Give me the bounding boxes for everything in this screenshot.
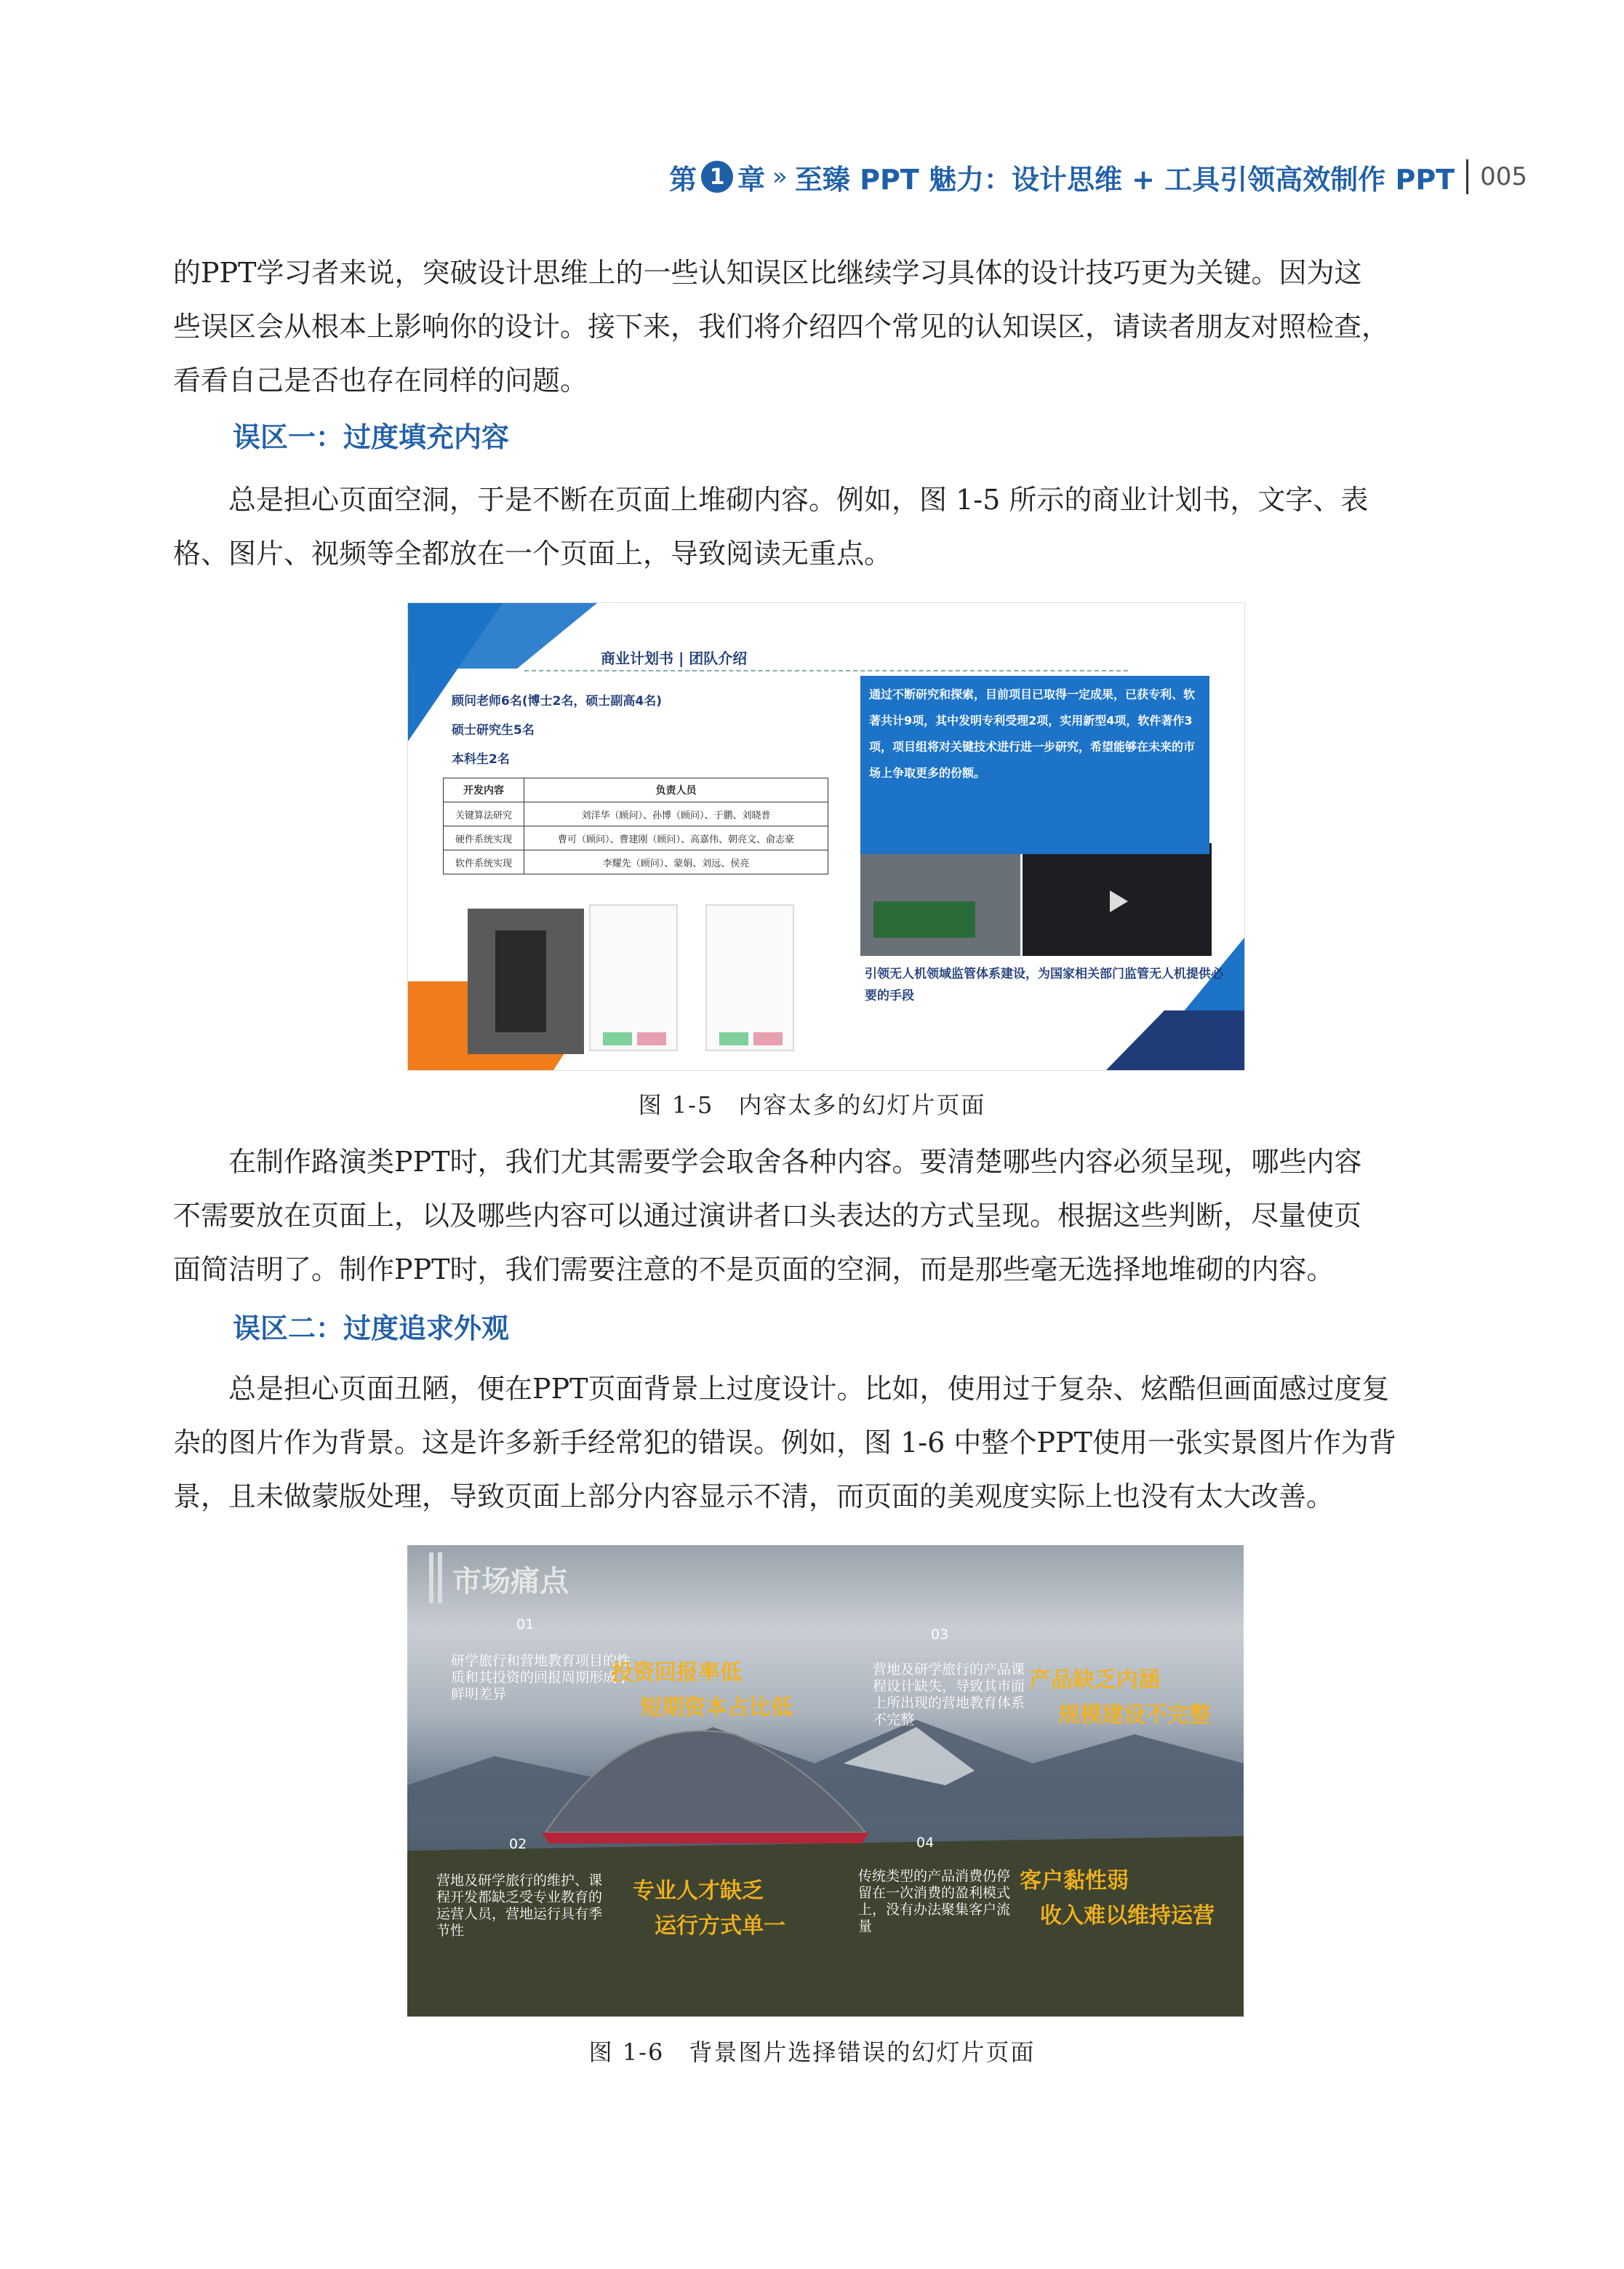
table-cell: 刘洋华（顾问）、孙博（顾问）、于鹏、刘晓普 xyxy=(524,802,828,826)
slide2-title: 市场痛点 xyxy=(452,1565,569,1598)
blue-corner-shape xyxy=(1106,1010,1244,1070)
item-number: 02 xyxy=(509,1836,527,1852)
section2-paragraph xyxy=(173,1362,1482,1523)
table-row xyxy=(444,850,828,874)
title-bar-icon xyxy=(438,1552,442,1603)
header-divider xyxy=(1466,159,1468,194)
chapter-suffix: 章 xyxy=(737,163,766,196)
tent-base xyxy=(542,1833,869,1843)
text-line: 格、图片、视频等全都放在一个页面上，导致阅读无重点。 xyxy=(173,538,892,570)
text-line: 在制作路演类PPT时，我们尤其需要学会取舍各种内容。要清楚哪些内容必须呈现，哪些内容 xyxy=(228,1146,1362,1178)
item-headline: 短期资本占比低 xyxy=(640,1695,793,1720)
blue-corner-shape xyxy=(408,603,597,669)
item-number: 04 xyxy=(916,1835,935,1851)
title-divider xyxy=(524,670,1128,671)
slide1-footer-text: 引领无人机领域监管体系建设，为国家相关部门监管无人机提供必要的手段 xyxy=(865,967,1223,1003)
item-number: 03 xyxy=(931,1627,949,1643)
paragraph-2 xyxy=(173,1135,1482,1296)
item-headline: 投资回报率低 xyxy=(611,1660,742,1686)
section1-paragraph xyxy=(173,473,1482,581)
text-line: 些误区会从根本上影响你的设计。接下来，我们将介绍四个常见的认知误区，请读者朋友对照检查， xyxy=(173,311,1390,343)
text-line: 看看自己是否也存在同样的问题。 xyxy=(173,364,588,396)
text-line: 杂的图片作为背景。这是许多新手经常犯的错误。例如，图 1-6 中整个PPT使用一张实景图片作为背 xyxy=(173,1427,1396,1459)
section-heading-2: 误区二：过度追求外观 xyxy=(233,1312,510,1344)
text-line: 不需要放在页面上，以及哪些内容可以通过演讲者口头表达的方式呈现。根据这些判断，尽量使页 xyxy=(173,1200,1362,1232)
item-headline: 规模建设不完整 xyxy=(1058,1702,1211,1728)
team-line: 顾问老师6名(博士2名，硕士副高4名) xyxy=(452,694,663,709)
table-header: 负责人员 xyxy=(524,778,828,802)
figure-caption-1-6: 图 1-6 背景图片选择错误的幻灯片页面 xyxy=(588,2038,1036,2066)
figure-1-5-slide xyxy=(407,602,1245,1071)
team-line: 硕士研究生5名 xyxy=(452,723,535,738)
certificate-image xyxy=(590,905,677,1050)
table-header: 开发内容 xyxy=(444,778,524,802)
item-headline: 客户黏性弱 xyxy=(1020,1868,1129,1894)
item-headline: 运行方式单一 xyxy=(655,1913,785,1939)
section-heading-1: 误区一：过度填充内容 xyxy=(233,421,510,453)
certificate-image xyxy=(706,905,793,1050)
text-line: 景，且未做蒙版处理，导致页面上部分内容显示不清，而页面的美观度实际上也没有太大改善。 xyxy=(173,1480,1335,1512)
figure-caption-1-5: 图 1-5 内容太多的幻灯片页面 xyxy=(638,1091,986,1119)
chapter-number-badge: 1 xyxy=(701,161,733,193)
text-line: 面简洁明了。制作PPT时，我们需要注意的不是页面的空洞，而是那些毫无选择地堆砌的内容。 xyxy=(173,1253,1335,1285)
item-description: 传统类型的产品消费仍停留在一次消费的盈利模式上，没有办法聚集客户流量 xyxy=(858,1868,1011,1934)
achievement-box: 通过不断研究和探索，目前项目已取得一定成果，已获专利、软著共计9项，其中发明专利受理2项，实用新型4项，软件著作3项，项目组将对关键技术进行进一步研究，希望能够在未来的市场上争取更多的份额。 xyxy=(860,676,1209,854)
chevron-right-icon: » xyxy=(772,162,788,191)
table-cell: 李耀先（顾问）、蒙娟、刘远、侯亮 xyxy=(524,850,828,874)
team-line: 本科生2名 xyxy=(452,752,510,767)
item-headline: 专业人才缺乏 xyxy=(633,1878,764,1904)
running-header xyxy=(669,151,1527,202)
slide1-title: 商业计划书 | 团队介绍 xyxy=(601,650,748,667)
table-cell: 关键算法研究 xyxy=(444,802,524,826)
item-description: 研学旅行和营地教育项目的性质和其投资的回报周期形成了鲜明差异 xyxy=(451,1653,631,1702)
table-row xyxy=(444,826,828,850)
figure-1-6-slide xyxy=(407,1545,1244,2017)
item-description: 营地及研学旅行的维护、课程开发都缺乏受专业教育的运营人员，营地运行具有季节性 xyxy=(436,1873,603,1939)
chapter-title: 至臻 PPT 魅力：设计思维 + 工具引领高效制作 PPT xyxy=(794,163,1455,196)
hardware-photo xyxy=(860,843,1020,956)
text-line: 的PPT学习者来说，突破设计思维上的一些认知误区比继续学习具体的设计技巧更为关键。因为这 xyxy=(173,257,1362,289)
item-number: 01 xyxy=(516,1616,535,1632)
table-cell: 曹可（顾问）、曹建刚（顾问）、高嘉伟、朝亮文、俞志豪 xyxy=(524,826,828,850)
title-bar-icon xyxy=(429,1552,433,1603)
item-headline: 收入难以维持运营 xyxy=(1040,1903,1215,1929)
table-row xyxy=(444,802,828,826)
table-header-row xyxy=(444,778,828,802)
table-cell: 软件系统实现 xyxy=(444,850,524,874)
chapter-prefix: 第 xyxy=(669,163,697,196)
intro-paragraph xyxy=(173,246,1482,407)
text-line: 总是担心页面空洞，于是不断在页面上堆砌内容。例如，图 1-5 所示的商业计划书，文字、表 xyxy=(228,484,1369,516)
item-description: 营地及研学旅行的产品课程设计缺失，导致其市面上所出现的营地教育体系不完整 xyxy=(873,1662,1025,1728)
item-headline: 产品缺乏内涵 xyxy=(1029,1667,1160,1693)
text-line: 总是担心页面丑陋，便在PPT页面背景上过度设计。比如，使用过于复杂、炫酷但画面感过度复 xyxy=(228,1373,1390,1405)
page-number: 005 xyxy=(1480,162,1527,191)
team-table xyxy=(443,778,828,874)
table-cell: 硬件系统实现 xyxy=(444,826,524,850)
